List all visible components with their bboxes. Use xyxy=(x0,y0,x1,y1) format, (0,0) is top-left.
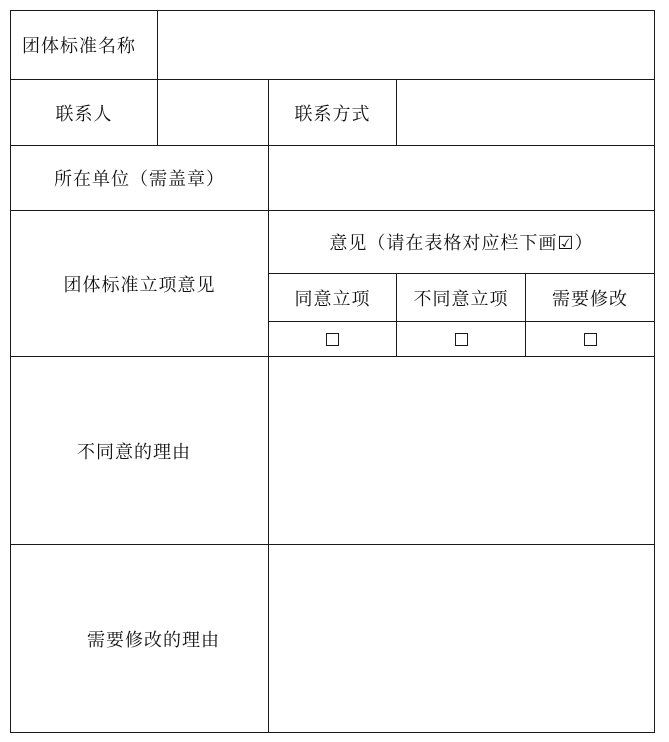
contact-person-field[interactable] xyxy=(158,80,268,145)
table-border-right xyxy=(654,10,655,733)
disagree-reason-label: 不同意的理由 xyxy=(77,441,191,463)
standard-name-label: 团体标准名称 xyxy=(22,36,136,57)
contact-method-field[interactable] xyxy=(397,80,654,145)
disagree-reason-field[interactable] xyxy=(269,357,654,544)
organization-label: 所在单位（需盖章） xyxy=(54,169,225,190)
modify-reason-label: 需要修改的理由 xyxy=(87,629,220,651)
option-agree-cell xyxy=(269,322,396,356)
contact-person-label: 联系人 xyxy=(55,103,113,125)
organization-field[interactable] xyxy=(269,146,654,210)
standard-name-field[interactable] xyxy=(158,11,654,79)
option-modify-label: 需要修改 xyxy=(552,288,628,310)
table-border-bottom xyxy=(10,732,655,733)
option-modify-cell xyxy=(526,322,654,356)
option-agree-label: 同意立项 xyxy=(294,288,371,310)
approval-opinion-label: 团体标准立项意见 xyxy=(63,274,216,296)
disagree-checkbox[interactable] xyxy=(455,333,468,346)
contact-method-label: 联系方式 xyxy=(294,103,371,125)
modify-checkbox[interactable] xyxy=(584,333,597,346)
option-disagree-cell xyxy=(397,322,525,356)
opinion-header: 意见（请在表格对应栏下画☑） xyxy=(329,233,594,254)
modify-reason-field[interactable] xyxy=(269,545,654,732)
option-disagree-label: 不同意立项 xyxy=(413,288,509,310)
agree-checkbox[interactable] xyxy=(326,333,339,346)
